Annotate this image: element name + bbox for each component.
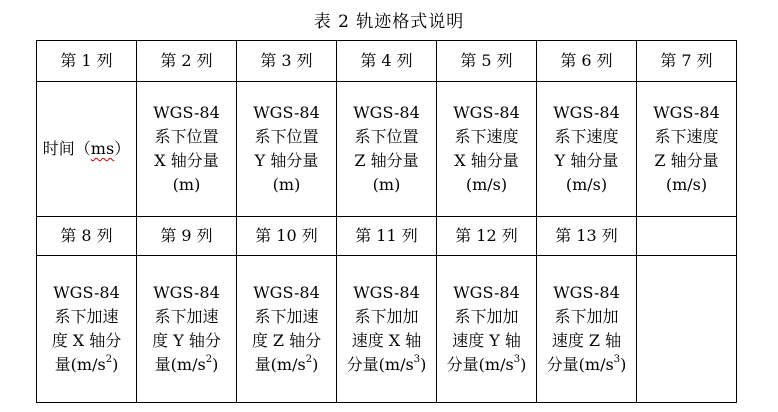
cell-line — [239, 353, 334, 377]
column-header: 第 11 列 — [337, 217, 437, 256]
cell-line — [439, 353, 534, 377]
unit-exponent: 3 — [613, 353, 621, 365]
cell-text: ) — [520, 355, 527, 374]
cell-text: ) — [620, 355, 627, 374]
cell-line: WGS-84 — [253, 103, 320, 122]
cell-text: 量(m/s — [54, 355, 106, 374]
column-header: 第 2 列 — [137, 41, 237, 82]
cell-line: 速度 X 轴 — [351, 331, 422, 350]
cell-line: Y 轴分量 — [254, 151, 319, 170]
cell-line: 系下加加 — [354, 307, 419, 326]
column-header: 第 13 列 — [537, 217, 637, 256]
cell-line: 系下加加 — [554, 307, 619, 326]
cell-line: WGS-84 — [453, 283, 520, 302]
cell-line: (m/s) — [565, 175, 608, 194]
cell-text: ) — [312, 355, 319, 374]
cell-line: 系下加速 — [154, 307, 219, 326]
empty-cell — [637, 256, 737, 403]
column-header: 第 6 列 — [537, 41, 637, 82]
header-row-2 — [37, 217, 737, 256]
cell-line: (m/s) — [665, 175, 708, 194]
table-cell — [637, 82, 737, 217]
cell-line — [339, 353, 434, 377]
unit-exponent: 2 — [305, 353, 313, 365]
cell-line: (m) — [372, 175, 401, 194]
column-header: 第 5 列 — [437, 41, 537, 82]
cell-text: 分量(m/s — [346, 355, 414, 374]
table-cell — [537, 256, 637, 403]
cell-text: 分量(m/s — [546, 355, 614, 374]
cell-text: ) — [212, 355, 219, 374]
cell-line: 系下位置 — [154, 127, 219, 146]
cell-line — [39, 353, 134, 377]
cell-line: 系下位置 — [354, 127, 419, 146]
cell-text: ) — [112, 355, 119, 374]
cell-line: WGS-84 — [653, 103, 720, 122]
description-row-1 — [37, 82, 737, 217]
cell-line: 系下速度 — [454, 127, 519, 146]
cell-line: 系下加加 — [454, 307, 519, 326]
table-cell — [437, 256, 537, 403]
cell-text: 量(m/s — [154, 355, 206, 374]
cell-line: WGS-84 — [353, 103, 420, 122]
empty-header — [637, 217, 737, 256]
cell-line: 系下速度 — [554, 127, 619, 146]
cell-line: WGS-84 — [453, 103, 520, 122]
column-header: 第 9 列 — [137, 217, 237, 256]
cell-line: 度 X 轴分 — [51, 331, 122, 350]
cell-line: 速度 Y 轴 — [452, 331, 521, 350]
cell-line: WGS-84 — [153, 283, 220, 302]
table-cell — [237, 256, 337, 403]
cell-line: WGS-84 — [553, 283, 620, 302]
cell-line: (m) — [272, 175, 301, 194]
table-cell — [137, 82, 237, 217]
cell-line: X 轴分量 — [154, 151, 219, 170]
table-cell-time — [37, 82, 137, 217]
cell-line: WGS-84 — [353, 283, 420, 302]
cell-line: (m) — [172, 175, 201, 194]
column-header: 第 8 列 — [37, 217, 137, 256]
column-header: 第 1 列 — [37, 41, 137, 82]
column-header: 第 12 列 — [437, 217, 537, 256]
cell-line: (m/s) — [465, 175, 508, 194]
cell-text: 分量(m/s — [446, 355, 514, 374]
cell-line: 系下速度 — [654, 127, 719, 146]
table-cell — [37, 256, 137, 403]
cell-line: 度 Y 轴分 — [152, 331, 221, 350]
table-cell — [337, 256, 437, 403]
table-cell — [437, 82, 537, 217]
cell-line: 度 Z 轴分 — [251, 331, 322, 350]
unit-exponent: 2 — [105, 353, 113, 365]
column-header: 第 10 列 — [237, 217, 337, 256]
cell-line: Z 轴分量 — [354, 151, 419, 170]
cell-line — [139, 353, 234, 377]
cell-line: Y 轴分量 — [554, 151, 619, 170]
column-header: 第 3 列 — [237, 41, 337, 82]
cell-line: WGS-84 — [253, 283, 320, 302]
table-cell — [137, 256, 237, 403]
column-header: 第 7 列 — [637, 41, 737, 82]
cell-line: 系下位置 — [254, 127, 319, 146]
header-row-1 — [37, 41, 737, 82]
cell-line: Z 轴分量 — [654, 151, 719, 170]
cell-line: 速度 Z 轴 — [551, 331, 622, 350]
table-cell — [537, 82, 637, 217]
cell-line — [539, 353, 634, 377]
table-caption: 表 2 轨迹格式说明 — [313, 12, 465, 32]
cell-line: X 轴分量 — [454, 151, 519, 170]
cell-line: 系下加速 — [54, 307, 119, 326]
column-header: 第 4 列 — [337, 41, 437, 82]
cell-text: 量(m/s — [254, 355, 306, 374]
cell-unit: ms — [90, 139, 115, 158]
cell-text: 时间（ — [42, 139, 91, 158]
unit-exponent: 2 — [205, 353, 213, 365]
cell-line: WGS-84 — [53, 283, 120, 302]
cell-line: WGS-84 — [553, 103, 620, 122]
unit-exponent: 3 — [513, 353, 521, 365]
table-cell — [337, 82, 437, 217]
trajectory-format-table — [36, 40, 737, 403]
cell-line: WGS-84 — [153, 103, 220, 122]
cell-line: 系下加速 — [254, 307, 319, 326]
cell-text: ） — [114, 139, 131, 158]
description-row-2 — [37, 256, 737, 403]
cell-text: ) — [420, 355, 427, 374]
unit-exponent: 3 — [413, 353, 421, 365]
table-cell — [237, 82, 337, 217]
